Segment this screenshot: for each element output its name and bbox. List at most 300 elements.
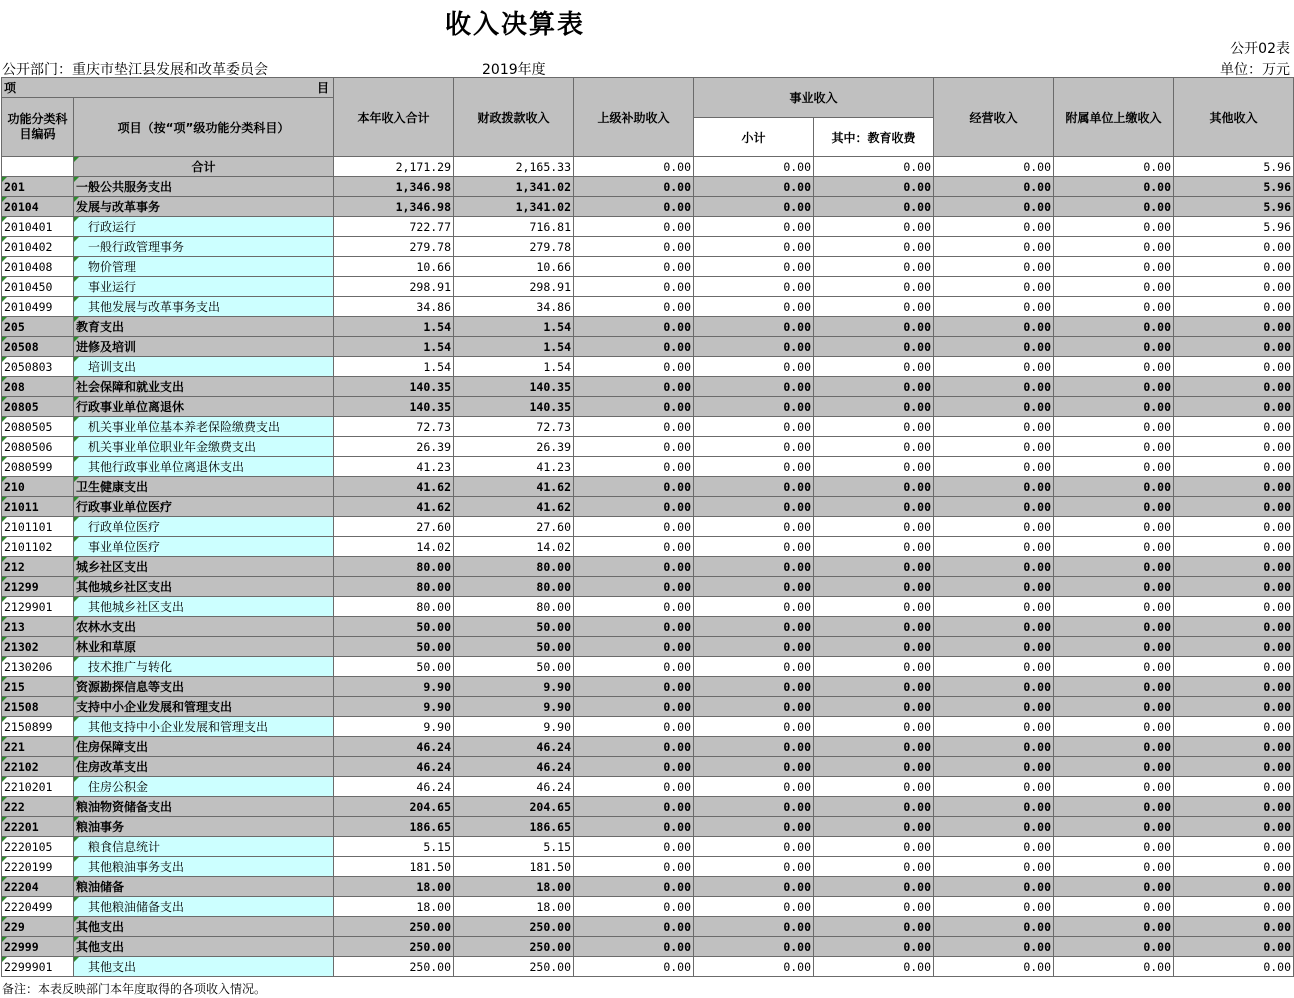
row-value: 0.00 bbox=[1174, 777, 1294, 797]
row-value: 0.00 bbox=[694, 297, 814, 317]
row-value: 0.00 bbox=[934, 517, 1054, 537]
row-value: 0.00 bbox=[1174, 697, 1294, 717]
row-value: 1.54 bbox=[334, 357, 454, 377]
row-value: 0.00 bbox=[814, 497, 934, 517]
row-value: 0.00 bbox=[694, 837, 814, 857]
row-value: 0.00 bbox=[574, 817, 694, 837]
table-row bbox=[2, 197, 1294, 217]
row-value: 0.00 bbox=[1054, 777, 1174, 797]
row-value: 0.00 bbox=[694, 897, 814, 917]
row-value: 0.00 bbox=[814, 637, 934, 657]
row-value: 0.00 bbox=[1174, 937, 1294, 957]
row-code: 21508 bbox=[2, 697, 74, 717]
row-value: 0.00 bbox=[574, 577, 694, 597]
row-value: 0.00 bbox=[574, 397, 694, 417]
row-code: 22999 bbox=[2, 937, 74, 957]
table-row bbox=[2, 477, 1294, 497]
row-value: 0.00 bbox=[694, 817, 814, 837]
header-mu: 目 bbox=[317, 81, 330, 95]
row-value: 27.60 bbox=[454, 517, 574, 537]
row-value: 0.00 bbox=[934, 477, 1054, 497]
row-name: 住房改革支出 bbox=[74, 757, 334, 777]
row-name: 行政运行 bbox=[74, 217, 334, 237]
row-value: 0.00 bbox=[694, 717, 814, 737]
row-value: 1.54 bbox=[454, 337, 574, 357]
row-value: 0.00 bbox=[574, 697, 694, 717]
row-value: 0.00 bbox=[1054, 957, 1174, 977]
row-value: 0.00 bbox=[1054, 677, 1174, 697]
row-value: 0.00 bbox=[1174, 817, 1294, 837]
row-name: 其他支出 bbox=[74, 957, 334, 977]
row-value: 0.00 bbox=[814, 697, 934, 717]
row-value: 0.00 bbox=[1174, 617, 1294, 637]
table-row bbox=[2, 217, 1294, 237]
row-value: 0.00 bbox=[1174, 957, 1294, 977]
row-name: 物价管理 bbox=[74, 257, 334, 277]
row-value: 0.00 bbox=[1174, 897, 1294, 917]
row-code: 212 bbox=[2, 557, 74, 577]
row-value: 0.00 bbox=[694, 557, 814, 577]
row-value: 0.00 bbox=[934, 837, 1054, 857]
row-value: 14.02 bbox=[334, 537, 454, 557]
row-value: 0.00 bbox=[574, 837, 694, 857]
row-value: 0.00 bbox=[1054, 177, 1174, 197]
row-value: 250.00 bbox=[454, 937, 574, 957]
row-name: 卫生健康支出 bbox=[74, 477, 334, 497]
row-value: 0.00 bbox=[1054, 917, 1174, 937]
row-name: 事业运行 bbox=[74, 277, 334, 297]
header-operating: 经营收入 bbox=[934, 78, 1054, 157]
row-value: 41.62 bbox=[454, 497, 574, 517]
row-name: 社会保障和就业支出 bbox=[74, 377, 334, 397]
row-value: 0.00 bbox=[574, 657, 694, 677]
row-value: 0.00 bbox=[1054, 497, 1174, 517]
row-value: 140.35 bbox=[334, 377, 454, 397]
row-value: 0.00 bbox=[934, 337, 1054, 357]
header-education: 其中：教育收费 bbox=[814, 118, 934, 157]
table-row bbox=[2, 597, 1294, 617]
table-row bbox=[2, 837, 1294, 857]
row-value: 250.00 bbox=[454, 957, 574, 977]
row-name: 合计 bbox=[74, 157, 334, 177]
table-row bbox=[2, 457, 1294, 477]
row-value: 50.00 bbox=[454, 637, 574, 657]
row-value: 0.00 bbox=[1054, 837, 1174, 857]
row-value: 0.00 bbox=[1054, 377, 1174, 397]
row-value: 181.50 bbox=[334, 857, 454, 877]
row-value: 0.00 bbox=[934, 717, 1054, 737]
form-number: 公开02表 bbox=[1230, 41, 1290, 57]
header-business: 事业收入 bbox=[694, 78, 934, 118]
row-value: 0.00 bbox=[694, 457, 814, 477]
row-value: 0.00 bbox=[814, 837, 934, 857]
table-row bbox=[2, 857, 1294, 877]
header-fiscal: 财政拨款收入 bbox=[454, 78, 574, 157]
row-code: 2129901 bbox=[2, 597, 74, 617]
row-value: 0.00 bbox=[574, 377, 694, 397]
row-value: 0.00 bbox=[1054, 657, 1174, 677]
row-value: 80.00 bbox=[334, 557, 454, 577]
row-value: 140.35 bbox=[454, 397, 574, 417]
row-value: 0.00 bbox=[694, 697, 814, 717]
row-value: 0.00 bbox=[1174, 257, 1294, 277]
table-row bbox=[2, 957, 1294, 977]
header-other: 其他收入 bbox=[1174, 78, 1294, 157]
row-value: 0.00 bbox=[694, 497, 814, 517]
row-value: 0.00 bbox=[1054, 197, 1174, 217]
row-code: 221 bbox=[2, 737, 74, 757]
row-value: 0.00 bbox=[574, 417, 694, 437]
row-value: 0.00 bbox=[934, 737, 1054, 757]
row-value: 9.90 bbox=[454, 717, 574, 737]
row-value: 0.00 bbox=[934, 877, 1054, 897]
table-row bbox=[2, 797, 1294, 817]
row-value: 0.00 bbox=[814, 817, 934, 837]
header-code: 功能分类科目编码 bbox=[2, 98, 74, 157]
row-value: 0.00 bbox=[1174, 757, 1294, 777]
row-value: 0.00 bbox=[1174, 557, 1294, 577]
header-xiang-mu bbox=[2, 78, 334, 98]
table-row bbox=[2, 177, 1294, 197]
table-row bbox=[2, 637, 1294, 657]
row-value: 0.00 bbox=[814, 577, 934, 597]
row-value: 1,341.02 bbox=[454, 177, 574, 197]
row-name: 发展与改革事务 bbox=[74, 197, 334, 217]
row-code: 22201 bbox=[2, 817, 74, 837]
row-value: 0.00 bbox=[814, 277, 934, 297]
row-value: 0.00 bbox=[694, 377, 814, 397]
row-value: 140.35 bbox=[454, 377, 574, 397]
row-value: 0.00 bbox=[1054, 737, 1174, 757]
table-row bbox=[2, 737, 1294, 757]
row-name: 其他城乡社区支出 bbox=[74, 597, 334, 617]
row-value: 204.65 bbox=[334, 797, 454, 817]
row-value: 0.00 bbox=[574, 737, 694, 757]
row-value: 0.00 bbox=[934, 557, 1054, 577]
row-name: 农林水支出 bbox=[74, 617, 334, 637]
row-value: 0.00 bbox=[574, 957, 694, 977]
row-name: 其他支出 bbox=[74, 917, 334, 937]
row-value: 0.00 bbox=[934, 257, 1054, 277]
row-value: 0.00 bbox=[1174, 337, 1294, 357]
row-name: 林业和草原 bbox=[74, 637, 334, 657]
row-value: 0.00 bbox=[934, 417, 1054, 437]
row-value: 18.00 bbox=[334, 897, 454, 917]
row-value: 0.00 bbox=[1174, 357, 1294, 377]
row-value: 0.00 bbox=[574, 797, 694, 817]
row-value: 0.00 bbox=[934, 937, 1054, 957]
row-value: 72.73 bbox=[454, 417, 574, 437]
row-value: 0.00 bbox=[1174, 917, 1294, 937]
row-value: 26.39 bbox=[454, 437, 574, 457]
row-value: 0.00 bbox=[814, 857, 934, 877]
row-value: 5.96 bbox=[1174, 217, 1294, 237]
row-value: 18.00 bbox=[454, 877, 574, 897]
row-value: 0.00 bbox=[1054, 417, 1174, 437]
row-value: 0.00 bbox=[1054, 717, 1174, 737]
row-value: 0.00 bbox=[574, 877, 694, 897]
row-value: 18.00 bbox=[334, 877, 454, 897]
row-value: 0.00 bbox=[814, 437, 934, 457]
row-value: 1,341.02 bbox=[454, 197, 574, 217]
row-value: 0.00 bbox=[1054, 697, 1174, 717]
row-value: 0.00 bbox=[934, 897, 1054, 917]
row-value: 0.00 bbox=[814, 197, 934, 217]
row-value: 0.00 bbox=[934, 797, 1054, 817]
row-name: 事业单位医疗 bbox=[74, 537, 334, 557]
row-value: 0.00 bbox=[1054, 477, 1174, 497]
row-code: 2210201 bbox=[2, 777, 74, 797]
row-value: 0.00 bbox=[694, 637, 814, 657]
row-value: 0.00 bbox=[814, 717, 934, 737]
row-value: 0.00 bbox=[814, 797, 934, 817]
row-code: 21299 bbox=[2, 577, 74, 597]
row-value: 0.00 bbox=[1174, 537, 1294, 557]
row-value: 5.96 bbox=[1174, 177, 1294, 197]
row-value: 0.00 bbox=[1054, 437, 1174, 457]
table-row bbox=[2, 357, 1294, 377]
row-code: 215 bbox=[2, 677, 74, 697]
row-code: 205 bbox=[2, 317, 74, 337]
row-code: 2010499 bbox=[2, 297, 74, 317]
row-value: 0.00 bbox=[574, 177, 694, 197]
row-value: 0.00 bbox=[694, 517, 814, 537]
row-value: 0.00 bbox=[1054, 257, 1174, 277]
row-value: 0.00 bbox=[574, 677, 694, 697]
table-row bbox=[2, 697, 1294, 717]
row-value: 0.00 bbox=[1174, 477, 1294, 497]
row-value: 722.77 bbox=[334, 217, 454, 237]
row-value: 0.00 bbox=[814, 737, 934, 757]
table-row bbox=[2, 537, 1294, 557]
header-affiliated: 附属单位上缴收入 bbox=[1054, 78, 1174, 157]
row-value: 1.54 bbox=[454, 317, 574, 337]
row-value: 0.00 bbox=[814, 517, 934, 537]
row-value: 1,346.98 bbox=[334, 197, 454, 217]
table-row bbox=[2, 437, 1294, 457]
row-value: 0.00 bbox=[574, 557, 694, 577]
row-value: 41.62 bbox=[334, 477, 454, 497]
department-label: 公开部门：重庆市垫江县发展和改革委员会 bbox=[2, 62, 268, 78]
row-value: 80.00 bbox=[334, 597, 454, 617]
table-row bbox=[2, 497, 1294, 517]
row-value: 0.00 bbox=[574, 477, 694, 497]
row-value: 250.00 bbox=[334, 937, 454, 957]
row-value: 0.00 bbox=[814, 157, 934, 177]
row-code: 22102 bbox=[2, 757, 74, 777]
row-value: 0.00 bbox=[814, 257, 934, 277]
row-value: 0.00 bbox=[574, 757, 694, 777]
table-body bbox=[2, 157, 1294, 977]
row-value: 0.00 bbox=[574, 237, 694, 257]
row-value: 0.00 bbox=[814, 617, 934, 637]
row-value: 26.39 bbox=[334, 437, 454, 457]
row-value: 0.00 bbox=[814, 417, 934, 437]
row-code: 2101101 bbox=[2, 517, 74, 537]
row-value: 0.00 bbox=[694, 857, 814, 877]
row-value: 0.00 bbox=[934, 237, 1054, 257]
row-value: 0.00 bbox=[1174, 717, 1294, 737]
row-value: 5.96 bbox=[1174, 197, 1294, 217]
row-value: 0.00 bbox=[694, 737, 814, 757]
row-value: 0.00 bbox=[1174, 637, 1294, 657]
row-value: 0.00 bbox=[574, 637, 694, 657]
row-value: 0.00 bbox=[574, 497, 694, 517]
table-row bbox=[2, 257, 1294, 277]
row-value: 0.00 bbox=[1174, 277, 1294, 297]
row-name: 粮油储备 bbox=[74, 877, 334, 897]
row-value: 250.00 bbox=[454, 917, 574, 937]
row-value: 0.00 bbox=[934, 577, 1054, 597]
row-value: 0.00 bbox=[694, 397, 814, 417]
row-value: 0.00 bbox=[934, 537, 1054, 557]
row-value: 250.00 bbox=[334, 917, 454, 937]
row-name: 教育支出 bbox=[74, 317, 334, 337]
header-total-income: 本年收入合计 bbox=[334, 78, 454, 157]
row-value: 80.00 bbox=[454, 557, 574, 577]
row-value: 0.00 bbox=[1054, 897, 1174, 917]
row-value: 0.00 bbox=[1174, 497, 1294, 517]
row-value: 0.00 bbox=[694, 197, 814, 217]
table-row bbox=[2, 657, 1294, 677]
row-value: 0.00 bbox=[934, 197, 1054, 217]
row-value: 0.00 bbox=[1174, 877, 1294, 897]
row-code: 2220499 bbox=[2, 897, 74, 917]
row-name: 一般行政管理事务 bbox=[74, 237, 334, 257]
row-value: 0.00 bbox=[814, 397, 934, 417]
row-value: 0.00 bbox=[814, 357, 934, 377]
row-value: 0.00 bbox=[694, 577, 814, 597]
row-value: 0.00 bbox=[1174, 377, 1294, 397]
row-value: 0.00 bbox=[574, 277, 694, 297]
row-value: 0.00 bbox=[1054, 237, 1174, 257]
row-value: 0.00 bbox=[814, 937, 934, 957]
row-value: 0.00 bbox=[574, 537, 694, 557]
row-code: 2010402 bbox=[2, 237, 74, 257]
row-value: 41.23 bbox=[454, 457, 574, 477]
row-value: 0.00 bbox=[694, 277, 814, 297]
table-row bbox=[2, 877, 1294, 897]
row-name: 一般公共服务支出 bbox=[74, 177, 334, 197]
row-value: 0.00 bbox=[934, 457, 1054, 477]
row-value: 0.00 bbox=[814, 597, 934, 617]
row-value: 0.00 bbox=[694, 157, 814, 177]
row-name: 培训支出 bbox=[74, 357, 334, 377]
row-value: 0.00 bbox=[1054, 857, 1174, 877]
header-xiang: 项 bbox=[4, 81, 17, 95]
row-name: 其他支出 bbox=[74, 937, 334, 957]
row-code: 2050803 bbox=[2, 357, 74, 377]
row-value: 9.90 bbox=[454, 677, 574, 697]
row-value: 0.00 bbox=[934, 617, 1054, 637]
row-value: 0.00 bbox=[1174, 857, 1294, 877]
row-value: 0.00 bbox=[814, 657, 934, 677]
row-value: 0.00 bbox=[1054, 517, 1174, 537]
row-value: 2,171.29 bbox=[334, 157, 454, 177]
row-value: 0.00 bbox=[694, 917, 814, 937]
table-row bbox=[2, 297, 1294, 317]
row-value: 0.00 bbox=[574, 317, 694, 337]
row-value: 0.00 bbox=[694, 677, 814, 697]
row-code: 2080506 bbox=[2, 437, 74, 457]
row-value: 0.00 bbox=[1054, 637, 1174, 657]
row-name: 其他粮油储备支出 bbox=[74, 897, 334, 917]
row-value: 298.91 bbox=[454, 277, 574, 297]
row-value: 0.00 bbox=[934, 957, 1054, 977]
row-value: 0.00 bbox=[934, 297, 1054, 317]
row-value: 0.00 bbox=[694, 417, 814, 437]
row-value: 0.00 bbox=[574, 717, 694, 737]
footnote: 备注：本表反映部门本年度取得的各项收入情况。 bbox=[2, 982, 267, 996]
income-table bbox=[1, 77, 1294, 977]
row-value: 0.00 bbox=[934, 357, 1054, 377]
row-name: 其他发展与改革事务支出 bbox=[74, 297, 334, 317]
row-value: 14.02 bbox=[454, 537, 574, 557]
row-value: 0.00 bbox=[1174, 397, 1294, 417]
row-value: 1.54 bbox=[334, 337, 454, 357]
row-value: 0.00 bbox=[694, 937, 814, 957]
row-value: 0.00 bbox=[814, 897, 934, 917]
row-value: 0.00 bbox=[1174, 417, 1294, 437]
row-value: 0.00 bbox=[694, 477, 814, 497]
row-value: 0.00 bbox=[574, 617, 694, 637]
row-code: 2299901 bbox=[2, 957, 74, 977]
row-value: 0.00 bbox=[694, 537, 814, 557]
row-value: 0.00 bbox=[694, 257, 814, 277]
row-value: 50.00 bbox=[454, 657, 574, 677]
year-label: 2019年度 bbox=[482, 62, 546, 78]
row-value: 0.00 bbox=[934, 377, 1054, 397]
row-code: 2150899 bbox=[2, 717, 74, 737]
row-value: 9.90 bbox=[334, 717, 454, 737]
row-value: 41.23 bbox=[334, 457, 454, 477]
row-value: 204.65 bbox=[454, 797, 574, 817]
row-value: 80.00 bbox=[454, 597, 574, 617]
row-value: 46.24 bbox=[454, 757, 574, 777]
row-value: 9.90 bbox=[334, 677, 454, 697]
row-value: 0.00 bbox=[814, 337, 934, 357]
header-subtotal: 小计 bbox=[694, 118, 814, 157]
row-value: 0.00 bbox=[814, 877, 934, 897]
row-value: 0.00 bbox=[814, 477, 934, 497]
row-value: 0.00 bbox=[574, 937, 694, 957]
row-name: 进修及培训 bbox=[74, 337, 334, 357]
row-value: 72.73 bbox=[334, 417, 454, 437]
row-value: 0.00 bbox=[694, 317, 814, 337]
row-name: 行政事业单位离退休 bbox=[74, 397, 334, 417]
row-value: 0.00 bbox=[934, 757, 1054, 777]
row-value: 0.00 bbox=[1174, 457, 1294, 477]
row-value: 0.00 bbox=[694, 777, 814, 797]
row-value: 1.54 bbox=[454, 357, 574, 377]
row-value: 186.65 bbox=[334, 817, 454, 837]
row-code: 20508 bbox=[2, 337, 74, 357]
row-value: 0.00 bbox=[934, 397, 1054, 417]
row-value: 10.66 bbox=[334, 257, 454, 277]
row-value: 0.00 bbox=[1054, 277, 1174, 297]
row-value: 0.00 bbox=[934, 177, 1054, 197]
row-value: 0.00 bbox=[574, 517, 694, 537]
table-row bbox=[2, 617, 1294, 637]
row-value: 186.65 bbox=[454, 817, 574, 837]
row-name: 机关事业单位基本养老保险缴费支出 bbox=[74, 417, 334, 437]
page-title: 收入决算表 bbox=[444, 10, 585, 40]
table-row bbox=[2, 937, 1294, 957]
row-value: 0.00 bbox=[694, 437, 814, 457]
table-row bbox=[2, 397, 1294, 417]
table-row bbox=[2, 897, 1294, 917]
row-value: 0.00 bbox=[694, 357, 814, 377]
